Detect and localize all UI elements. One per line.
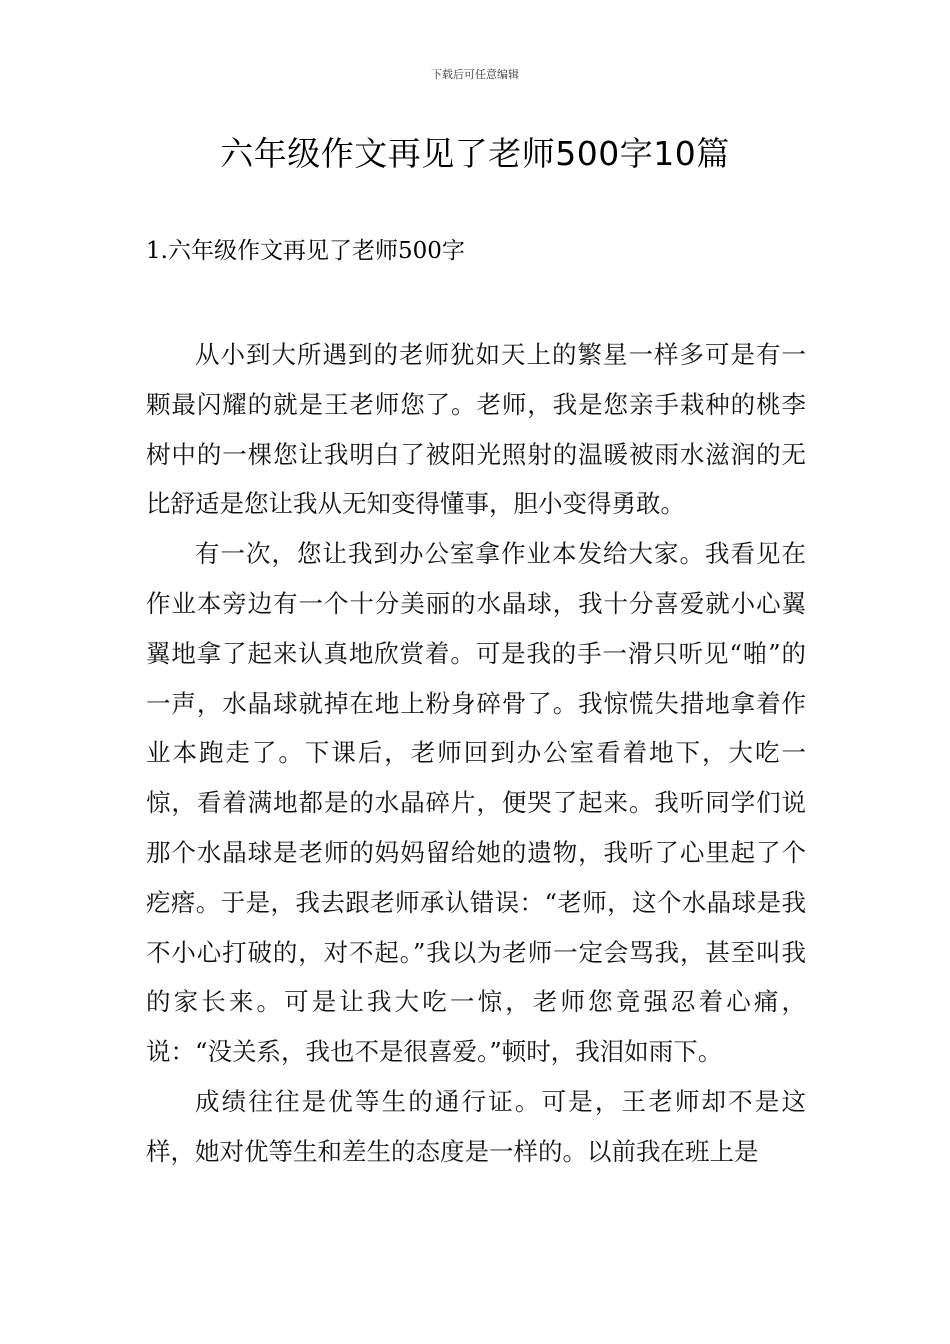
section-heading: 1.六年级作文再见了老师500字: [146, 238, 465, 264]
paragraph: 成绩往往是优等生的通行证。可是，王老师却不是这样，她对优等生和差生的态度是一样的。以前我在班上是: [146, 1086, 806, 1166]
article-body: [146, 330, 806, 1177]
header-note: 下载后可任意编辑: [431, 68, 519, 81]
paragraph: 有一次，您让我到办公室拿作业本发给大家。我看见在作业本旁边有一个十分美丽的水晶球，我十分喜爱就小心翼翼地拿了起来认真地欣赏着。可是我的手一滑只听见“啪”的一声，水晶球就掉在地上粉身碎骨了。我惊慌失措地拿着作业本跑走了。下课后，老师回到办公室看着地下，大吃一惊，看着满地都是的水晶碎片，便哭了起来。我听同学们说那个水晶球是老师的妈妈留给她的遗物，我听了心里起了个疙瘩。于是，我去跟老师承认错误：“老师，这个水晶球是我不小心打破的，对不起。”我以为老师一定会骂我，甚至叫我的家长来。可是让我大吃一惊，老师您竟强忍着心痛，说：“没关系，我也不是很喜爱。”顿时，我泪如雨下。: [146, 539, 806, 1067]
paragraph: 从小到大所遇到的老师犹如天上的繁星一样多可是有一颗最闪耀的就是王老师您了。老师，我是您亲手栽种的桃李树中的一棵您让我明白了被阳光照射的温暖被雨水滋润的无比舒适是您让我从无知变得懂事，胆小变得勇敢。: [146, 340, 806, 519]
document-title: 六年级作文再见了老师500字10篇: [220, 134, 730, 173]
